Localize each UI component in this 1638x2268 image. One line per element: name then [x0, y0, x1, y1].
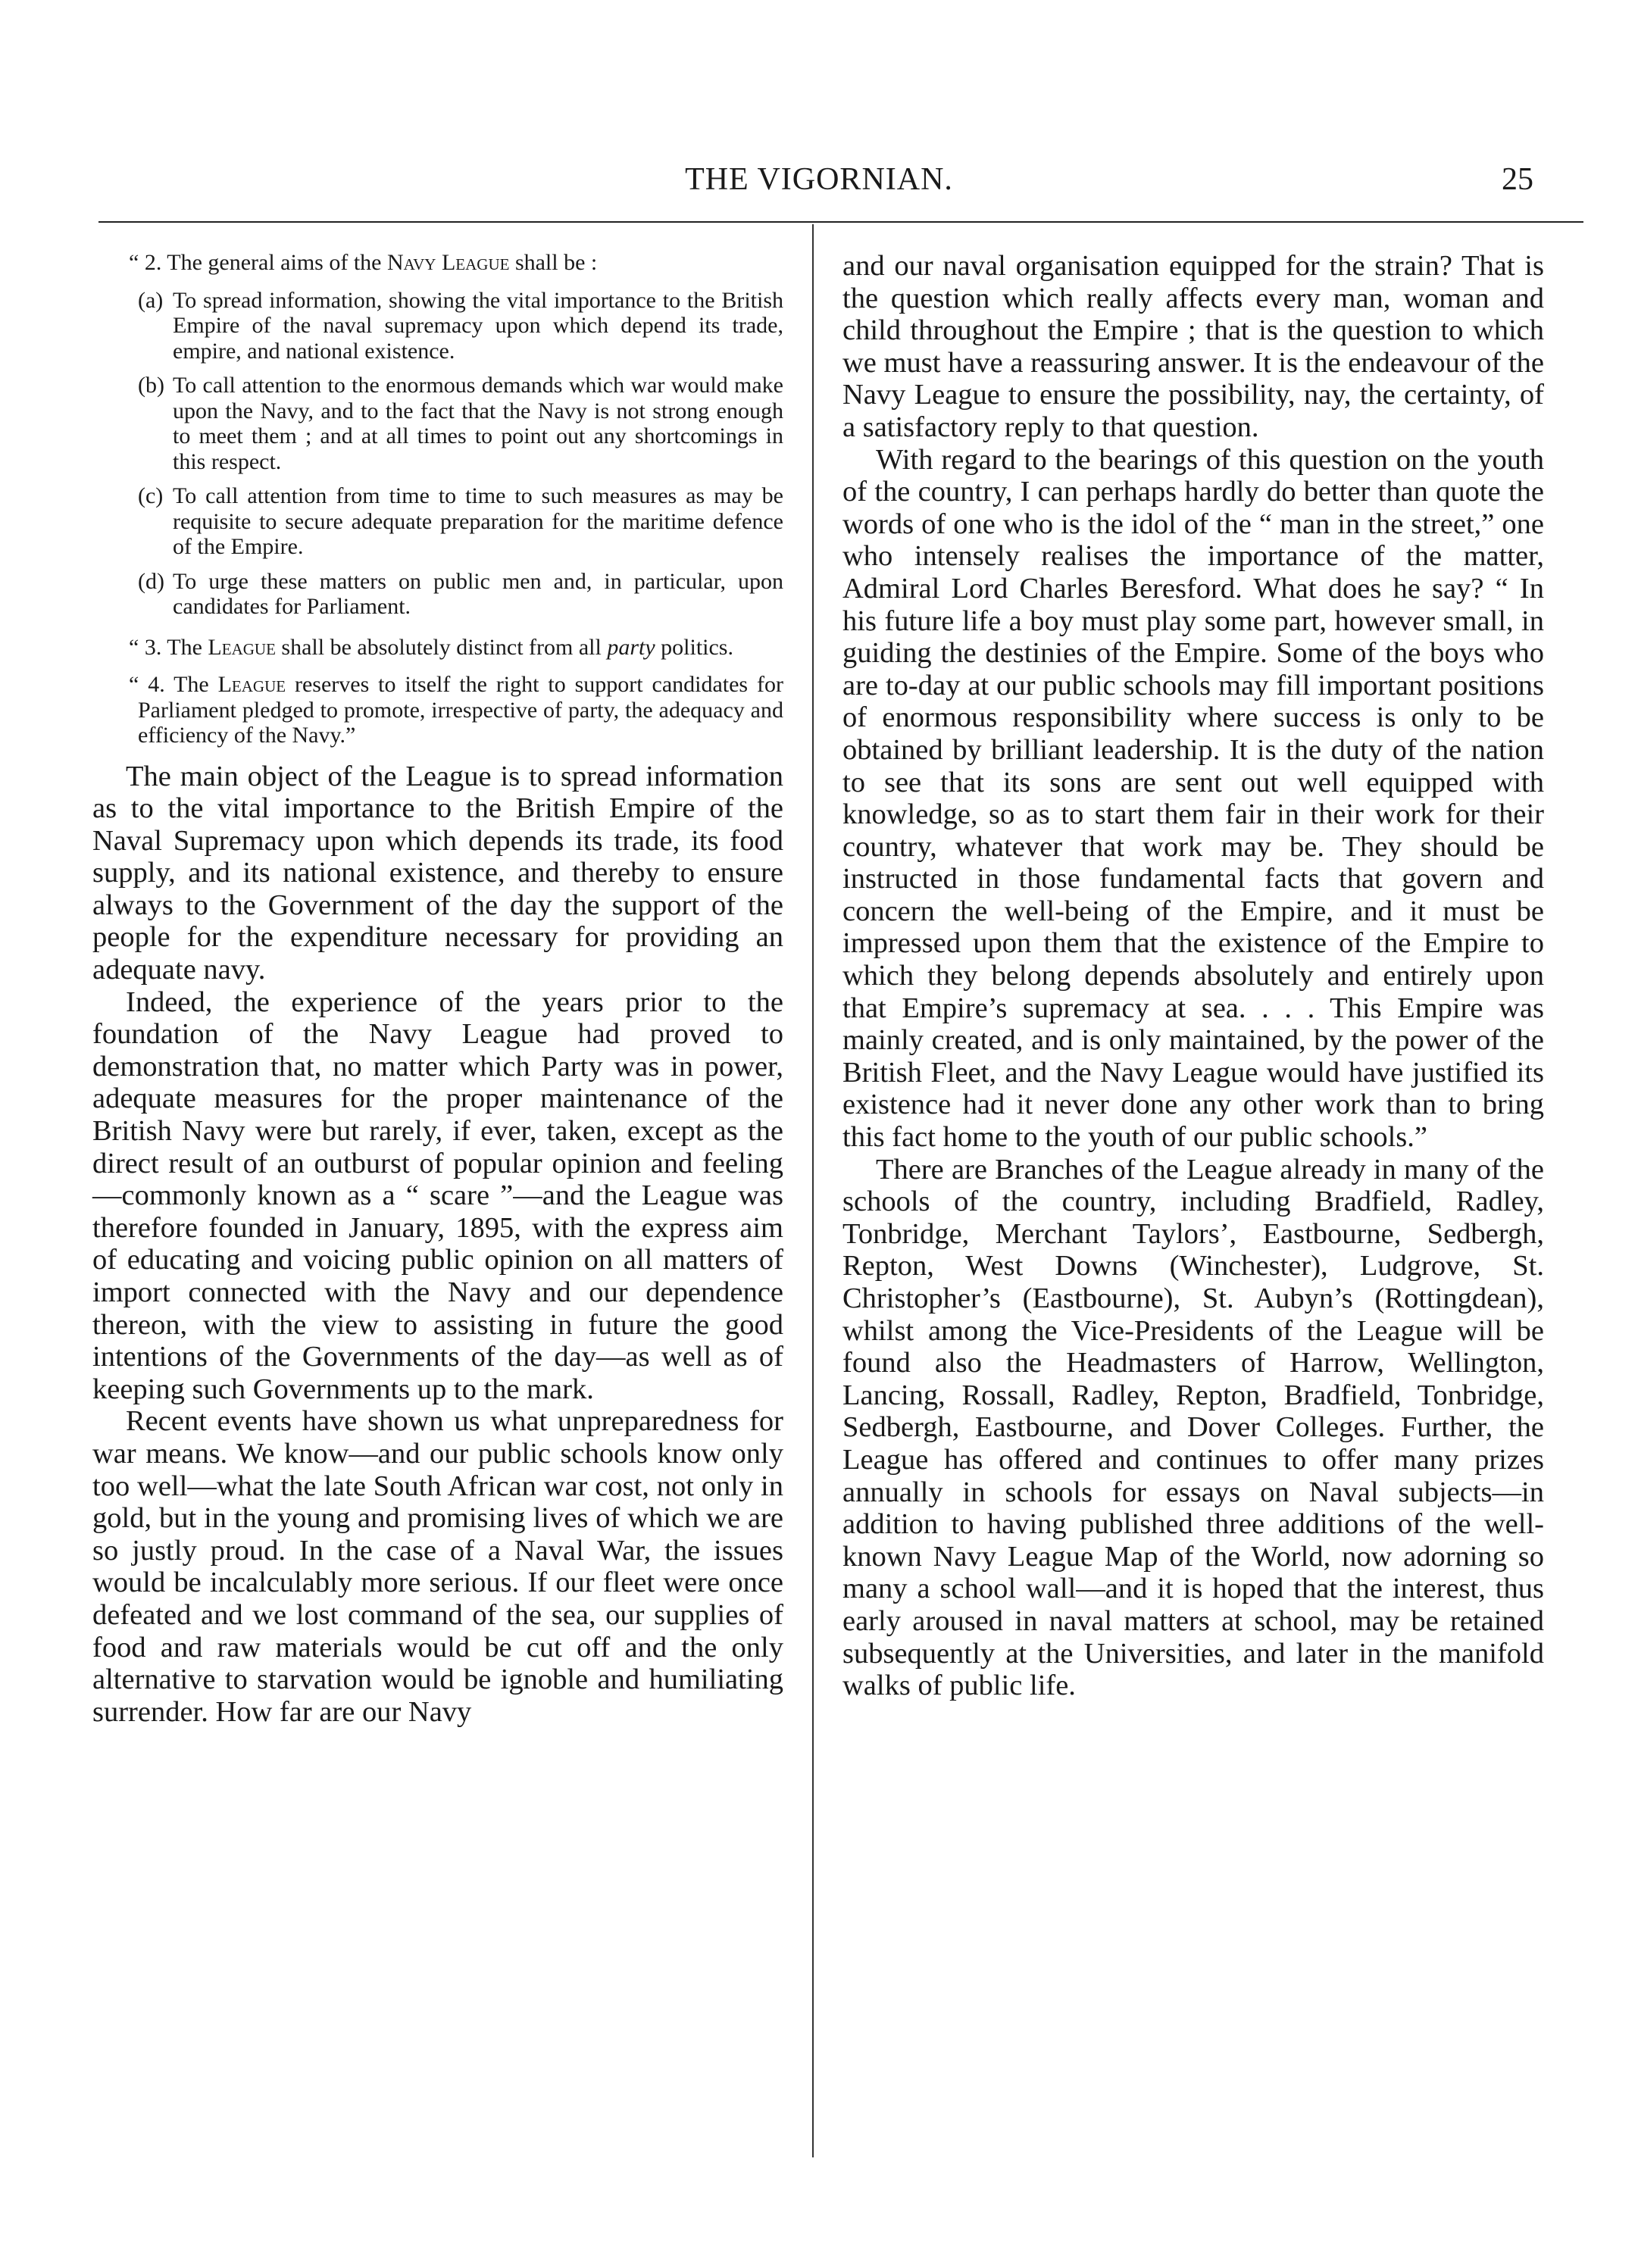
- quote-item-4-part: reserves to itself the right to support candidates for Parliament pledged to promote, irrespective of party, the adequacy and efficiency of the Navy.”: [138, 672, 783, 748]
- quote-item-4: [129, 672, 783, 748]
- league-objects-quote: [129, 250, 783, 748]
- quote-item-4-part: “ 4. The: [129, 672, 218, 697]
- aim-text: To spread information, showing the vital importance to the British Empire of the naval supremacy upon which depend its trade, empire, and national existence.: [173, 287, 783, 364]
- quote-item-3: [129, 635, 783, 661]
- quote-item-2-intro: “ 2. The general aims of the: [129, 250, 387, 275]
- quote-item-4-league: League: [217, 672, 286, 697]
- page-number: 25: [1502, 162, 1533, 197]
- quote-item-2-intro-end: shall be :: [509, 250, 598, 275]
- body-paragraph: Recent events have shown us what unpreparedness for war means. We know—and our public schools know only too well—what the late South African war cost, not only in gold, but in the young and promising lives of which we are so justly proud. In the case of a Naval War, the issues would be incalculably more serious. If our fleet were once defeated and we lost command of the sea, our supplies of food and raw materials would be cut off and the only alternative to starvation would be ignoble and humiliating surrender. How far are our Navy: [92, 1405, 783, 1728]
- aim-text: To call attention to the enormous demands which war would make upon the Navy, and to the fact that the Navy is not strong enough to meet them ; and at all times to point out any shortcomings in this respect.: [173, 373, 783, 474]
- right-column: [842, 250, 1544, 1702]
- aim-item: [129, 373, 783, 474]
- page-title: THE VIGORNIAN.: [685, 162, 953, 197]
- quote-item-3-part: “ 3. The: [129, 634, 208, 660]
- quote-item-3-league: League: [208, 634, 276, 660]
- aim-text: To urge these matters on public men and, in particular, upon candidates for Parliament.: [173, 568, 783, 619]
- quote-item-3-part: shall be absolutely distinct from all: [275, 634, 608, 660]
- quote-item-2-league-name: Navy League: [387, 250, 510, 275]
- aims-list: [129, 288, 783, 620]
- quote-item-2: [129, 250, 783, 276]
- quote-item-3-party: party: [607, 634, 655, 660]
- header-rule: [98, 221, 1583, 223]
- column-divider: [812, 224, 814, 2157]
- aim-text: To call attention from time to time to such measures as may be requisite to secure adequate preparation for the maritime defence of the Empire.: [173, 483, 783, 559]
- quote-item-3-part: politics.: [655, 634, 733, 660]
- aim-item: [129, 569, 783, 620]
- body-paragraph: The main object of the League is to spread information as to the vital importance to the British Empire of the Naval Supremacy upon which depends its trade, its food supply, and its national existence, and thereby to ensure always to the Government of the day the support of the people for the expenditure necessary for providing an adequate navy.: [92, 760, 783, 986]
- aim-item: [129, 288, 783, 364]
- body-paragraph: There are Branches of the League already in many of the schools of the country, including Bradfield, Radley, Tonbridge, Merchant Taylors’, Eastbourne, Sedbergh, Repton, West Downs (Winchester), Ludgrove, St. Christopher’s (Eastbourne), St. Aubyn’s (Rottingdean), whilst among the Vice-Presidents of the League will be found also the Headmasters of Harrow, Wellington, Lancing, Rossall, Radley, Repton, Bradfield, Tonbridge, Sedbergh, Eastbourne, and Dover Colleges. Further, the League has offered and continues to offer many prizes annually in schools for essays on Naval subjects—in addition to having published three additions of the well-known Navy League Map of the World, now adorning so many a school wall—and it is hoped that the interest, thus early aroused in naval matters at school, may be retained subsequently at the Universities, and later in the manifold walks of public life.: [842, 1153, 1544, 1702]
- aim-letter: (c): [138, 483, 164, 508]
- aim-item: [129, 483, 783, 560]
- body-paragraph-continued: and our naval organisation equipped for the strain? That is the question which really affects every man, woman and child throughout the Empire ; that is the question to which we must have a reassuring answer. It is the endeavour of the Navy League to ensure the possibility, nay, the certainty, of a satisfactory reply to that question.: [842, 250, 1544, 443]
- aim-letter: (b): [138, 373, 164, 398]
- body-paragraph: Indeed, the experience of the years prior to the foundation of the Navy League had proved to demonstration that, no matter which Party was in power, adequate measures for the proper maintenance of the British Navy were but rarely, if ever, taken, except as the direct result of an outburst of popular opinion and feeling—commonly known as a “ scare ”—and the League was therefore founded in January, 1895, with the express aim of educating and voicing public opinion on all matters of import connected with the Navy and our dependence thereon, with the view to assisting in future the good intentions of the Governments of the day—as well as of keeping such Governments up to the mark.: [92, 986, 783, 1405]
- left-column: [92, 250, 783, 1728]
- aim-letter: (a): [138, 287, 164, 313]
- body-paragraph: With regard to the bearings of this question on the youth of the country, I can perhaps hardly do better than quote the words of one who is the idol of the “ man in the street,” one who intensely realises the importance of the matter, Admiral Lord Charles Beresford. What does he say? “ In his future life a boy must play some part, however small, in guiding the destinies of the Empire. Some of the boys who are to-day at our public schools may fill important positions of enormous responsibility where success is only to be obtained by brilliant leadership. It is the duty of the nation to see that its sons are sent out well equipped with knowledge, so as to start them fair in their work for their country, whatever that work may be. They should be instructed in those fundamental facts that govern and concern the well-being of the Empire, and it must be impressed upon them that the existence of the Empire to which they belong depends absolutely and entirely upon that Empire’s supremacy at sea. . . . This Empire was mainly created, and is only maintained, by the power of the British Fleet, and the Navy League would have justified its existence had it never done any other work than to bring this fact home to the youth of our public schools.”: [842, 443, 1544, 1154]
- aim-letter: (d): [138, 568, 164, 594]
